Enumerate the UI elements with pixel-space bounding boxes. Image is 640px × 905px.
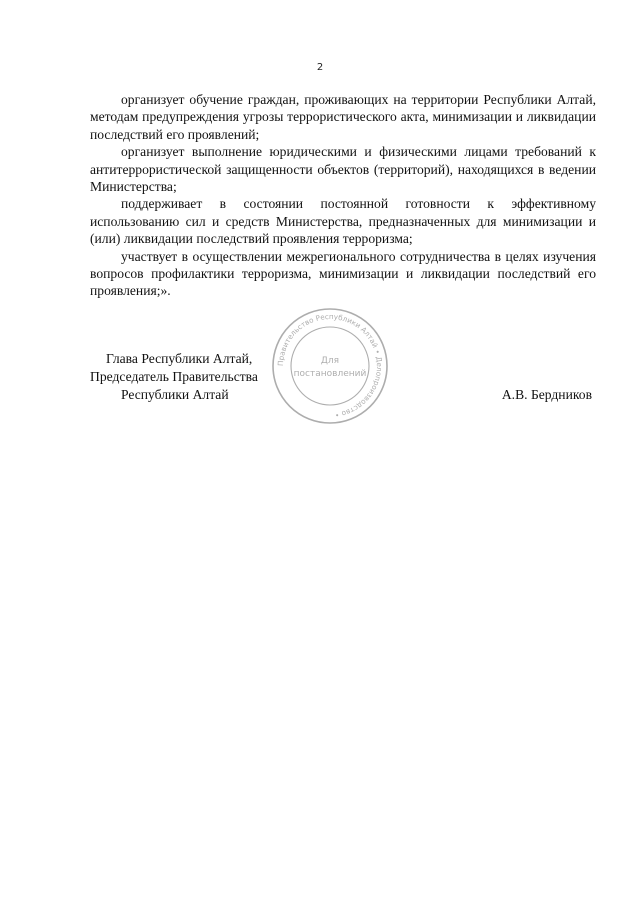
paragraph: организует выполнение юридическими и физическими лицами требований к антитеррористической защищенности объектов (территорий), находящихся в ведении Министерства; (90, 144, 596, 195)
paragraph: организует обучение граждан, проживающих на территории Республики Алтай, методам предупреждения угрозы террористического акта, минимизации и ликвидации последствий его проявлений; (90, 92, 596, 142)
official-stamp (270, 306, 390, 426)
document-body (90, 91, 596, 300)
page-number: 2 (316, 62, 324, 73)
stamp-center-line-2: постановлений (293, 369, 367, 379)
signer-title-line-2: Председатель Правительства (90, 369, 258, 384)
paragraph: поддерживает в состоянии постоянной готовности к эффективному использованию сил и средств Министерства, предназначенных для минимизации и (или) ликвидации последствий проявления терроризма; (90, 196, 596, 247)
paragraph: участвует в осуществлении межрегионального сотрудничества в целях изучения вопросов профилактики терроризма, минимизации и ликвидации последствий его проявления;». (90, 248, 596, 299)
signer-title-line-1: Глава Республики Алтай, (106, 351, 253, 366)
stamp-ring-text: Правительство Республики Алтай • Делопроизводство • (275, 311, 385, 420)
signer-title-line-3: Республики Алтай (121, 387, 229, 402)
signer-name: А.В. Бердников (501, 387, 592, 402)
stamp-center-line-1: Для (320, 356, 340, 366)
